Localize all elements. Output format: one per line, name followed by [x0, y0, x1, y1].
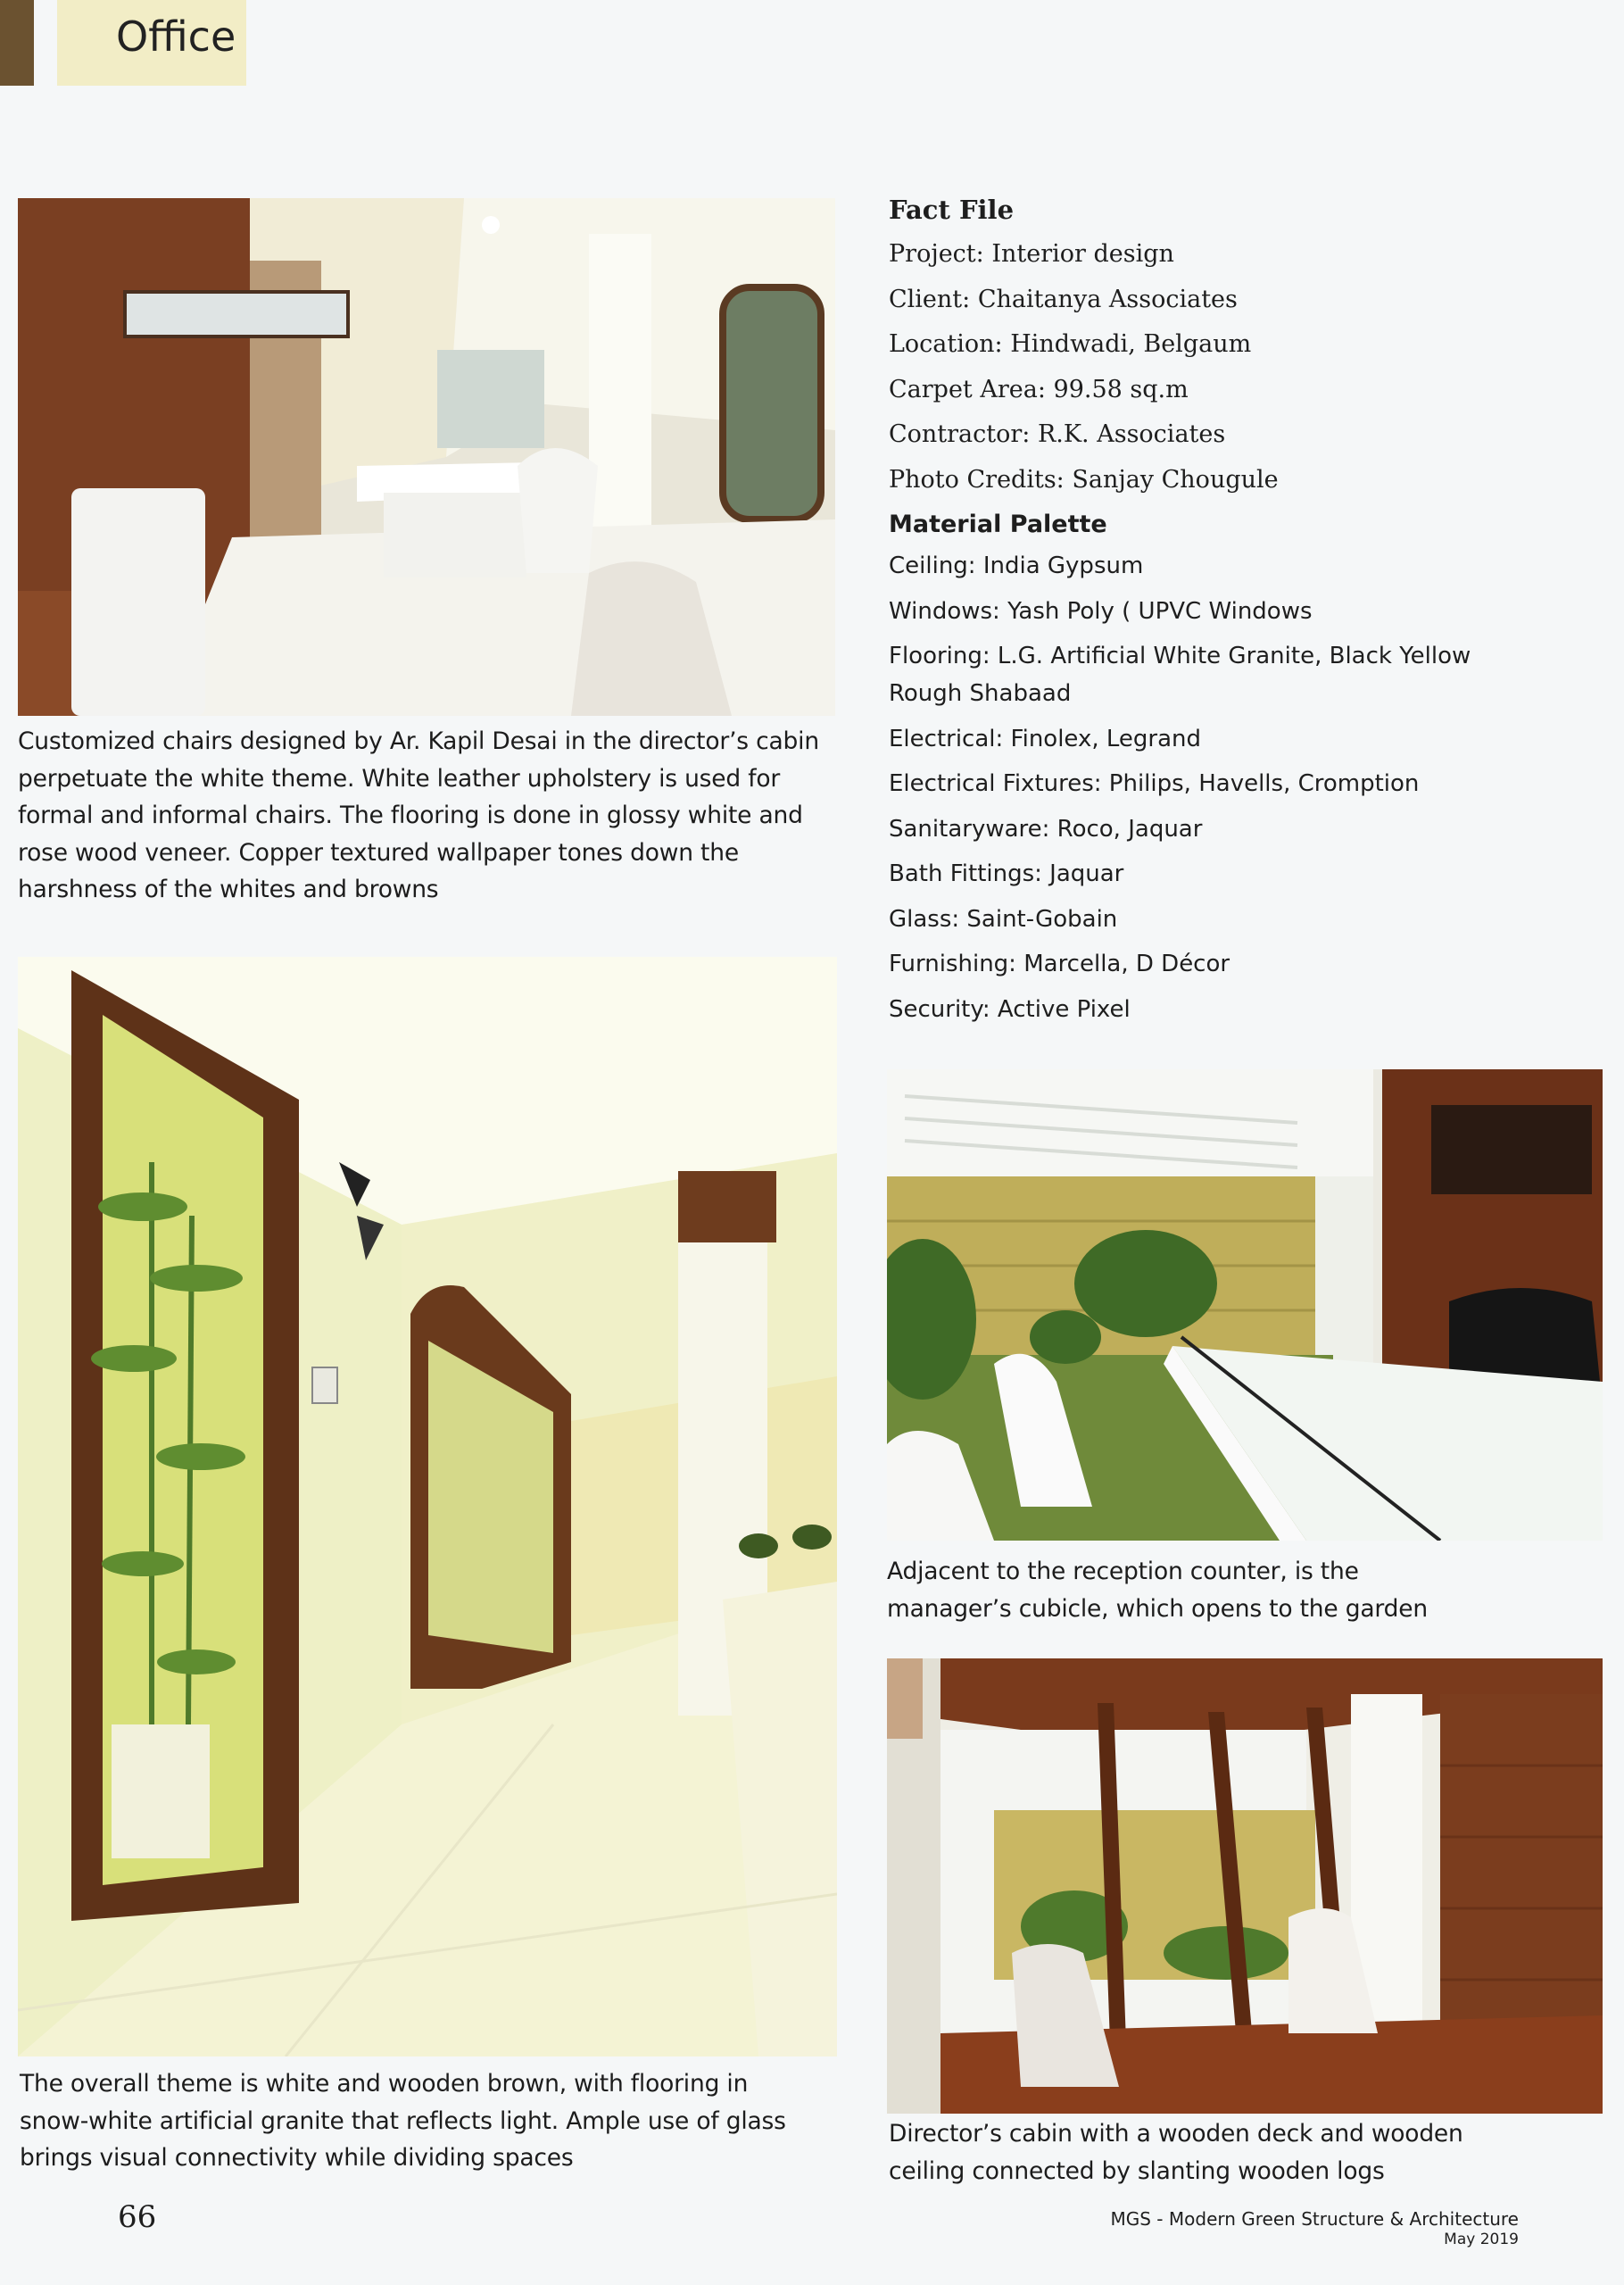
material-item: Electrical Fixtures: Philips, Havells, Cromption: [889, 770, 1420, 797]
material-item: Windows: Yash Poly ( UPVC Windows: [889, 597, 1313, 625]
fact-file-item: Contractor: R.K. Associates: [889, 420, 1226, 448]
fact-file: [889, 187, 1585, 1035]
issue-date: May 2019: [1444, 2231, 1519, 2248]
fact-file-item: Photo Credits: Sanjay Chougule: [889, 465, 1279, 494]
section-title: Office: [116, 12, 236, 61]
material-item: Ceiling: India Gypsum: [889, 553, 1144, 579]
publication-name: MGS - Modern Green Structure & Architecture: [1110, 2208, 1519, 2230]
material-palette-title: Material Palette: [889, 511, 1107, 538]
section-color-bar: [0, 0, 34, 86]
photo-wooden-deck: [887, 1658, 1603, 2114]
material-item: Security: Active Pixel: [889, 995, 1131, 1023]
caption-photo-1: Customized chairs designed by Ar. Kapil Desai in the director’s cabin perpetuate the white theme. White leather upholstery is used for formal and informal chairs. The flooring is done in glossy white and rose wood veneer. Copper textured wallpaper tones down the harshness of the whites and browns: [18, 727, 819, 903]
material-item: Flooring: L.G. Artificial White Granite, Black Yellow Rough Shabaad: [889, 643, 1471, 707]
material-item: Sanitaryware: Roco, Jaquar: [889, 815, 1203, 843]
material-item: Electrical: Finolex, Legrand: [889, 725, 1202, 752]
fact-file-item: Project: Interior design: [889, 240, 1174, 268]
material-item: Furnishing: Marcella, D Décor: [889, 951, 1230, 977]
fact-file-item: Client: Chaitanya Associates: [889, 285, 1238, 313]
fact-file-item: Carpet Area: 99.58 sq.m: [889, 375, 1189, 403]
photo-managers-cubicle: [887, 1069, 1603, 1541]
material-item: Bath Fittings: Jaquar: [889, 860, 1124, 887]
page-number: 66: [118, 2199, 157, 2235]
photo-directors-cabin: [18, 198, 835, 716]
fact-file-title: Fact File: [889, 195, 1015, 225]
photo-corridor: [18, 957, 837, 2056]
caption-photo-2: The overall theme is white and wooden brown, with flooring in snow-white artificial granite that reflects light. Ample use of glass brings visual connectivity while dividing spaces: [20, 2070, 786, 2172]
caption-photo-3: Adjacent to the reception counter, is the manager’s cubicle, which opens to the garden: [887, 1558, 1428, 1623]
fact-file-item: Location: Hindwadi, Belgaum: [889, 330, 1252, 358]
material-item: Glass: Saint-Gobain: [889, 905, 1118, 933]
caption-photo-4: Director’s cabin with a wooden deck and wooden ceiling connected by slanting wooden logs: [889, 2120, 1463, 2185]
